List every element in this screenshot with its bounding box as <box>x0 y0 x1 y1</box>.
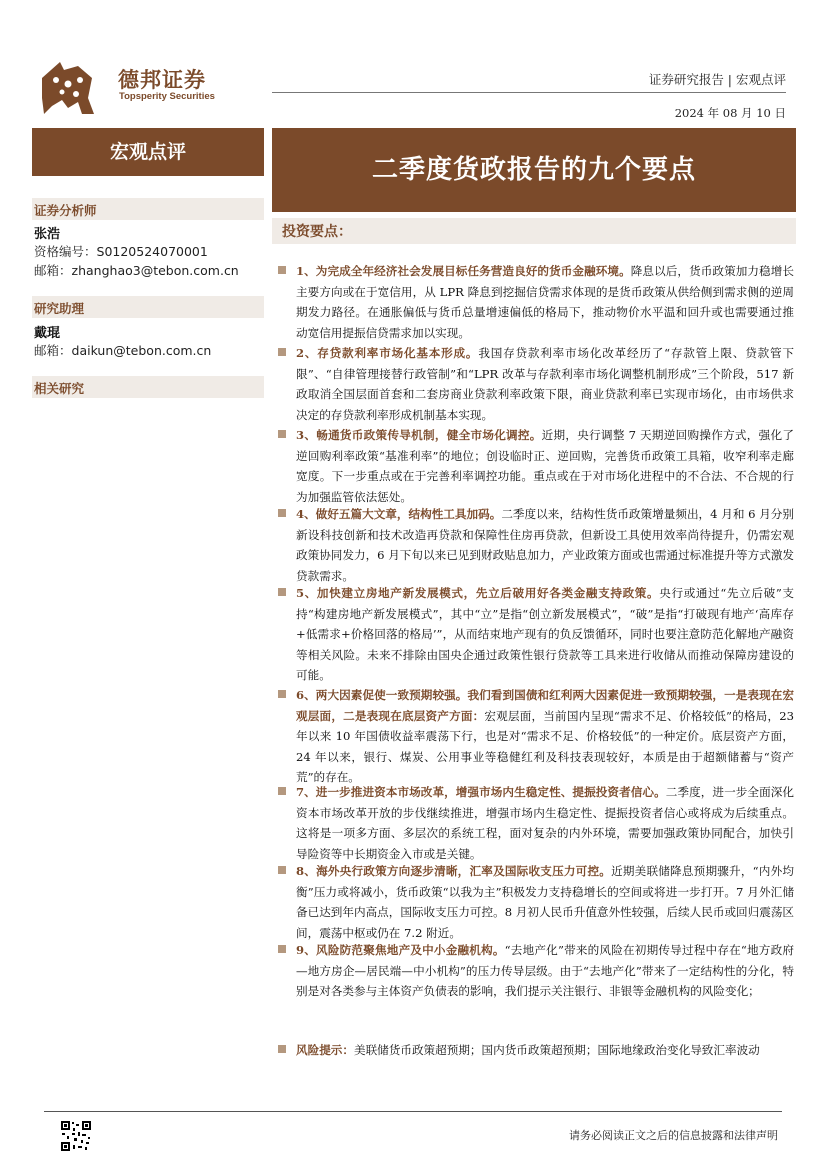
key-point: 4、做好五篇大文章，结构性工具加码。二季度以来，结构性货币政策增量频出，4 月和 6 月分别新设科技创新和技术改造再贷款和保障性住房再贷款，但新设工具使用效率尚待提升，仍需宏观政策协同发力，6 月下旬以来已见到财政贴息加力，产业政策方面或也需通过标准提升等方式激发贷款需求。 <box>278 504 794 586</box>
related-section-title: 相关研究 <box>34 381 85 396</box>
report-type: 证券研究报告 | 宏观点评 <box>648 72 786 87</box>
page-title: 二季度货政报告的九个要点 <box>371 155 696 185</box>
legal-disclaimer: 请务必阅读正文之后的信息披露和法律声明 <box>569 1129 778 1142</box>
bullet-icon <box>278 866 286 874</box>
analyst-cert: 资格编号：S0120524070001 <box>34 244 208 259</box>
key-point: 3、畅通货币政策传导机制，健全市场化调控。近期，央行调整 7 天期逆回购操作方式，强化了逆回购利率政策“基准利率”的地位；创设临时正、逆回购，完善货币政策工具箱，收窄利率走廊宽度。下一步重点或在于完善利率调控功能。重点或在于对市场化进程中的不合法、不合规的行为加强监管依法惩处。 <box>278 425 794 507</box>
key-point: 7、进一步推进资本市场改革，增强市场内生稳定性、提振投资者信心。二季度，进一步全面深化资本市场改革开放的步伐继续推进，增强市场内生稳定性、提振投资者信心或将成为后续重点。这将是一项多方面、多层次的系统工程，面对复杂的内外环境，需要加强政策协同配合，加快引导险资等中长期资金入市或是关键。 <box>278 782 794 864</box>
key-point: 5、加快建立房地产新发展模式，先立后破用好各类金融支持政策。央行或通过“先立后破”支持“构建房地产新发展模式”，其中“立”是指“创立新发展模式”，“破”是指“打破现有地产‘高库存+低需求+价格回落的格局’”，从而结束地产现有的负反馈循环，同时也要注意防范化解地产融资等相关风险。未来不排除由国央企通过政策性银行贷款等工具来进行收储从而推动保障房建设的可能。 <box>278 583 794 686</box>
bullet-icon <box>278 348 286 356</box>
bullet-icon <box>278 945 286 953</box>
key-point: 1、为完成全年经济社会发展目标任务营造良好的货币金融环境。降息以后，货币政策加力稳增长主要方向或在于宽信用，从 LPR 降息到挖掘信贷需求体现的是货币政策从供给侧到需求侧的逆周期发力路径。在通胀偏低与货币总量增速偏低的格局下，推动物价水平温和回升或也需要通过推动宽信用提振信贷需求加以实现。 <box>278 261 794 343</box>
bullet-icon <box>278 787 286 795</box>
bullet-icon <box>278 690 286 698</box>
header-divider <box>272 92 786 93</box>
key-point: 9、风险防范聚焦地产及中小金融机构。“去地产化”带来的风险在初期传导过程中存在“地方政府—地方房企—居民端—中小机构”的压力传导层级。由于“去地产化”带来了一定结构性的分化，特别是对各类参与主体资产负债表的影响，我们提示关注银行、非银等金融机构的风险变化； <box>278 940 794 1002</box>
qr-code-icon <box>60 1120 92 1152</box>
category-tag: 宏观点评 <box>109 141 186 163</box>
bullet-icon <box>278 430 286 438</box>
risk-warning: 风险提示：美联储货币政策超预期；国内货币政策超预期；国际地缘政治变化导致汇率波动 <box>278 1040 794 1061</box>
company-name-en: Topsperity Securities <box>119 91 215 102</box>
bullet-icon <box>278 509 286 517</box>
analyst-email[interactable]: 邮箱：zhanghao3@tebon.com.cn <box>34 263 239 278</box>
company-name-cn: 德邦证券 <box>118 68 206 92</box>
report-date: 2024 年 08 月 10 日 <box>674 106 786 120</box>
analyst-name: 张浩 <box>34 227 61 242</box>
bullet-icon <box>278 1045 286 1053</box>
company-logo-icon <box>38 58 96 118</box>
footer-divider <box>44 1111 782 1112</box>
key-points-title: 投资要点： <box>282 224 352 240</box>
bullet-icon <box>278 588 286 596</box>
analyst-section-title: 证券分析师 <box>34 203 97 218</box>
assistant-name: 戴琨 <box>34 326 61 341</box>
bullet-icon <box>278 266 286 274</box>
key-point: 8、海外央行政策方向逐步清晰，汇率及国际收支压力可控。近期美联储降息预期骤升，“内外均衡”压力或将减小，货币政策“以我为主”积极发力支持稳增长的空间或将进一步打开。7 月外汇储备已达到年内高点，国际收支压力可控。8 月初人民币升值意外性较强，后续人民币或回归震荡区间，震荡中枢或仍在 7.2 附近。 <box>278 861 794 943</box>
assistant-email[interactable]: 邮箱：daikun@tebon.com.cn <box>34 343 212 358</box>
key-point: 6、两大因素促使一致预期较强。我们看到国债和红利两大因素促进一致预期较强，一是表现在宏观层面，二是表现在底层资产方面：宏观层面，当前国内呈现“需求不足、价格较低”的格局，23 年以来 10 年国债收益率震荡下行，也是对“需求不足、价格较低”的一种定价。底层资产方面，24 年以来，银行、煤炭、公用事业等稳健红利及科技表现较好，本质是由于超额储蓄与“资产荒”的存在。 <box>278 685 794 788</box>
key-point: 2、存贷款利率市场化基本形成。我国存贷款利率市场化改革经历了“存款管上限、贷款管下限”、“自律管理接替行政管制”和“LPR 改革与存款利率市场化调整机制形成”三个阶段，517 新政取消全国层面首套和二套房商业贷款利率政策下限，商业贷款利率已实现市场化，由市场供求决定的存贷款利率形成机制基本实现。 <box>278 343 794 425</box>
assistant-section-title: 研究助理 <box>34 301 85 316</box>
